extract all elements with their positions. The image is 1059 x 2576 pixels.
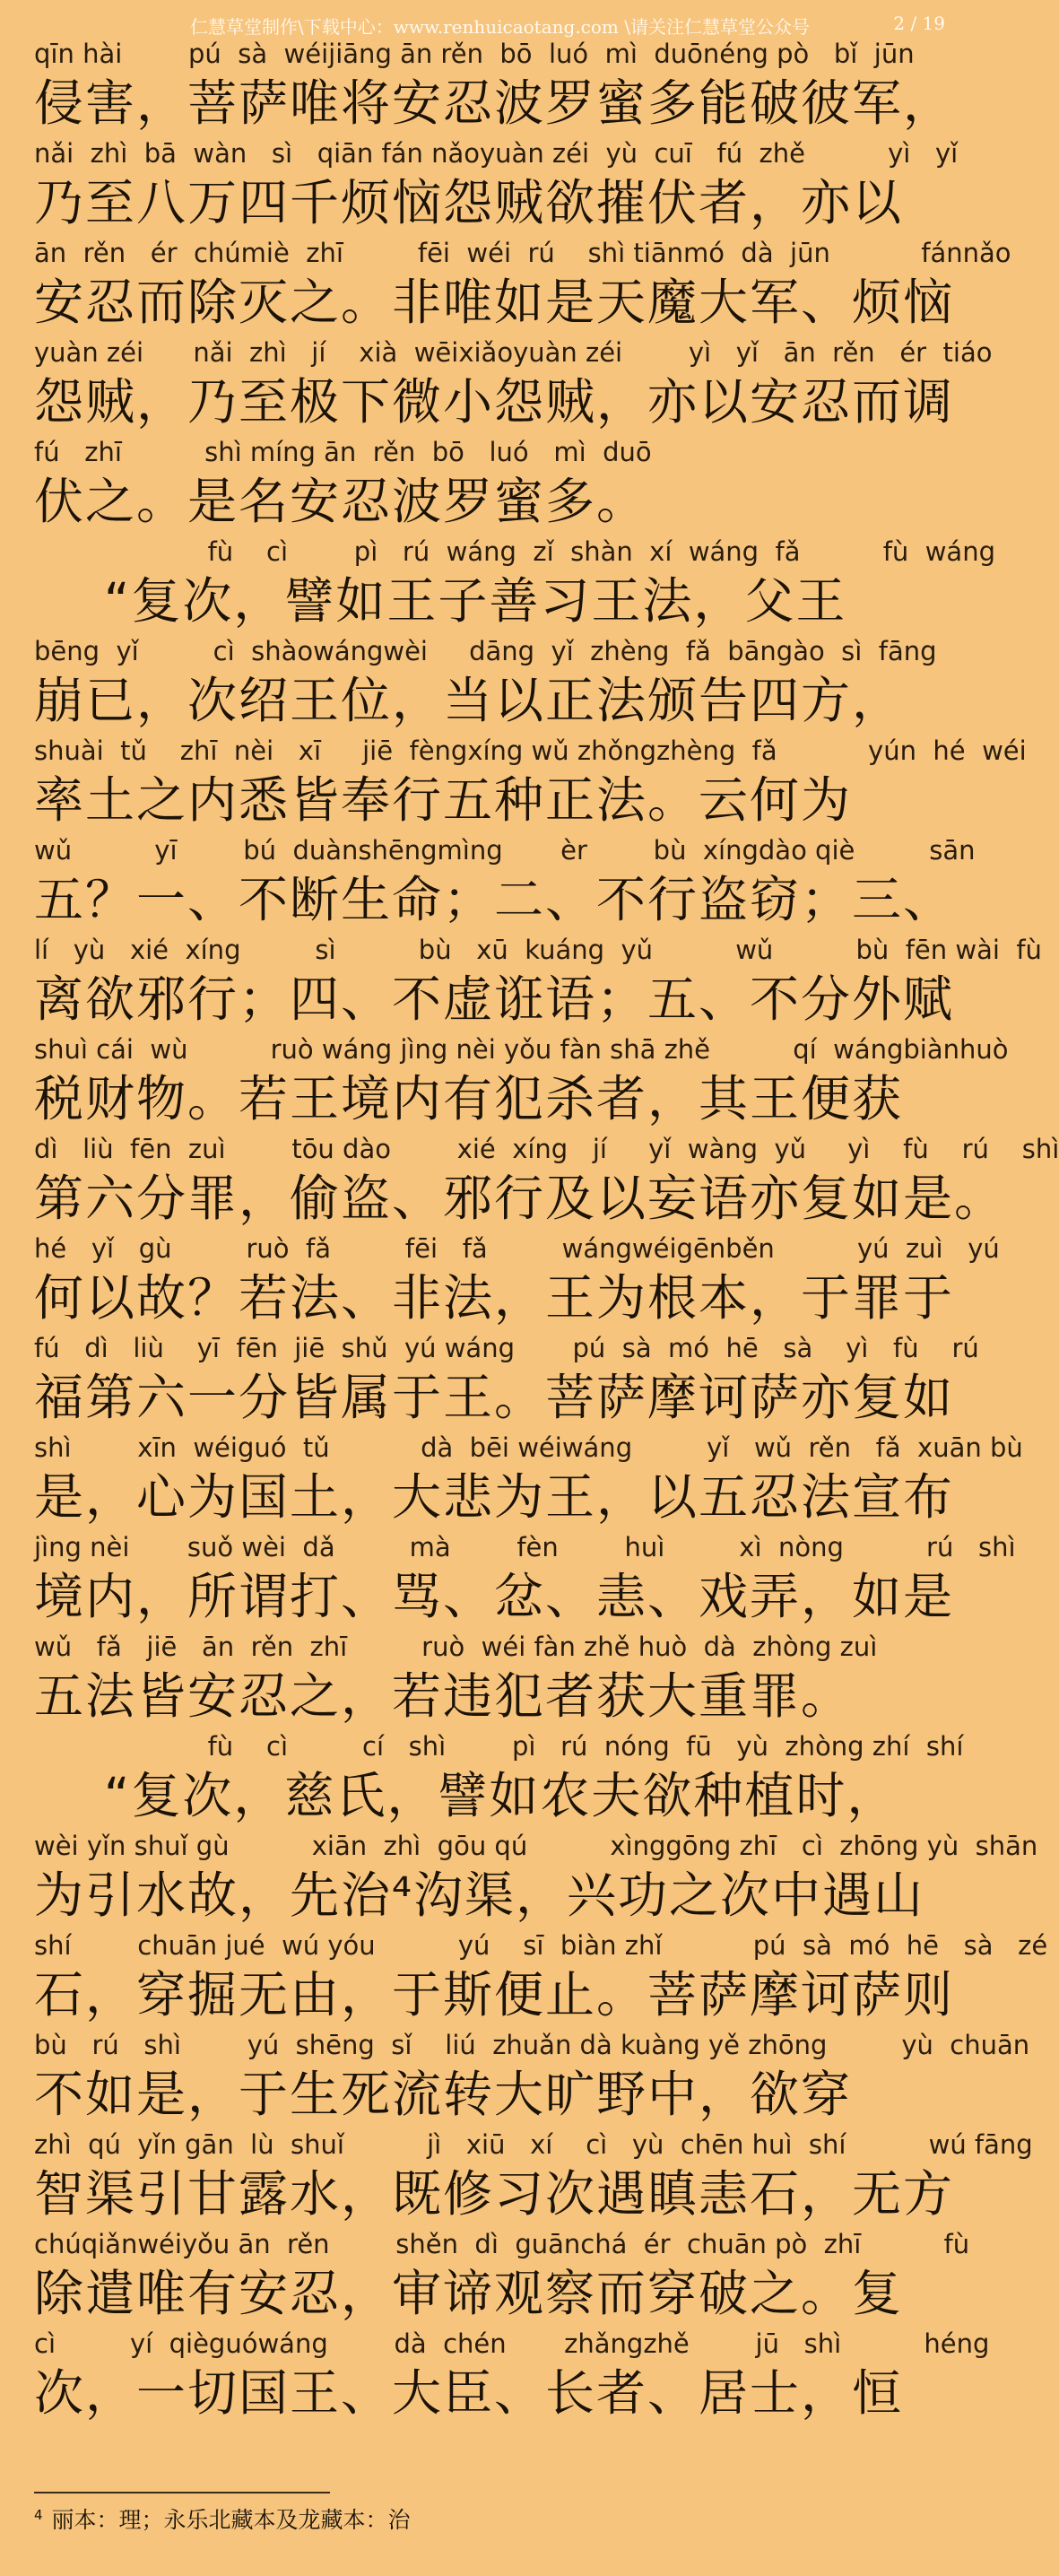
footnote-text: 丽本：理；永乐北藏本及龙藏本：治 — [51, 2507, 411, 2533]
text-line-14 — [34, 1332, 979, 1432]
text-line-7 — [34, 635, 949, 735]
text-line-18 — [34, 1730, 964, 1830]
pinyin-row: wǔ fǎ jiē ān rěn zhī ruò wéi fàn zhě huò dà zhòng zuì — [34, 1632, 878, 1662]
pinyin-row: fú dì liù yī fēn jiē shǔ yú wáng pú sà mó hē sà yì fù rú — [34, 1333, 979, 1363]
header-source-text: 仁慧草堂制作\下载中心：www.renhuicaotang.com \请关注仁慧草堂公众号 — [190, 16, 810, 38]
text-line-12 — [34, 1133, 1059, 1232]
pinyin-row: fù cì pì rú wáng zǐ shàn xí wáng fǎ fù wáng — [34, 536, 995, 567]
text-line-1 — [34, 38, 955, 137]
hanzi-row: “复次，慈氏，譬如农夫欲种植时， — [34, 1767, 898, 1824]
pinyin-row: jìng nèi suǒ wèi dǎ mà fèn huì xì nòng rú shì — [34, 1532, 1016, 1562]
footnote — [34, 2502, 411, 2535]
text-line-6 — [34, 535, 995, 635]
footnote-marker: 4 — [34, 2506, 43, 2523]
pinyin-row: fú zhī shì míng ān rěn bō luó mì duō — [34, 437, 652, 467]
pinyin-row: ān rěn ér chúmiè zhī fēi wéi rú shì tiānmó dà jūn fánnǎo — [34, 238, 1011, 268]
pinyin-row: shí chuān jué wú yóu yú sī biàn zhǐ pú sà mó hē sà zé — [34, 1930, 1048, 1961]
pinyin-row: wèi yǐn shuǐ gù xiān zhì gōu qú xìnggōng zhī cì zhōng yù shān — [34, 1831, 1038, 1861]
text-line-4 — [34, 336, 993, 436]
text-line-21 — [34, 2029, 1030, 2128]
text-line-3 — [34, 237, 1011, 336]
text-line-5 — [34, 436, 949, 535]
hanzi-row: 税财物。若王境内有犯杀者，其王便获 — [34, 1070, 904, 1127]
hanzi-row: 伏之。是名安忍波罗蜜多。 — [34, 473, 648, 530]
hanzi-row: 智渠引甘露水，既修习次遇瞋恚石，无方 — [34, 2165, 955, 2223]
text-line-10 — [34, 934, 1042, 1033]
hanzi-row: 除遣唯有安忍，审谛观察而穿破之。复 — [34, 2265, 904, 2322]
pinyin-row: shì xīn wéiguó tǔ dà bēi wéiwáng yǐ wǔ rěn fǎ xuān bù — [34, 1432, 1023, 1463]
text-line-9 — [34, 834, 976, 934]
pinyin-row: bù rú shì yú shēng sǐ liú zhuǎn dà kuàng yě zhōng yù chuān — [34, 2030, 1030, 2060]
text-line-24 — [34, 2328, 990, 2427]
hanzi-row: 怨贼，乃至极下微小怨贼，亦以安忍而调 — [34, 373, 955, 431]
hanzi-row: 为引水故，先治⁴沟渠，兴功之次中遇山 — [34, 1867, 925, 1924]
hanzi-row: 崩已，次绍王位，当以正法颁告四方， — [34, 672, 904, 729]
pinyin-row: wǔ yī bú duànshēngmìng èr bù xíngdào qiè sān — [34, 835, 976, 866]
hanzi-row: 石，穿掘无由，于斯便止。菩萨摩诃萨则 — [34, 1966, 955, 2023]
hanzi-row: 乃至八万四千烦恼怨贼欲摧伏者，亦以 — [34, 174, 904, 231]
footnote-divider — [34, 2492, 330, 2493]
pinyin-row: nǎi zhì bā wàn sì qiān fán nǎoyuàn zéi yù cuī fú zhě yì yǐ — [34, 138, 959, 169]
pinyin-row: hé yǐ gù ruò fǎ fēi fǎ wángwéigēnběn yú zuì yú — [34, 1233, 1000, 1264]
hanzi-row: “复次，譬如王子善习王法，父王 — [34, 572, 847, 630]
pinyin-row: cì yí qièguówáng dà chén zhǎngzhě jū shì héng — [34, 2328, 990, 2359]
hanzi-row: 五法皆安忍之，若违犯者获大重罪。 — [34, 1667, 853, 1725]
hanzi-row: 不如是，于生死流转大旷野中，欲穿 — [34, 2066, 853, 2123]
hanzi-row: 是，心为国土，大悲为王，以五忍法宣布 — [34, 1468, 955, 1526]
scripture-text-body — [34, 38, 1059, 2427]
hanzi-row: 侵害，菩萨唯将安忍波罗蜜多能破彼军， — [34, 74, 955, 132]
hanzi-row: 次，一切国王、大臣、长者、居士，恒 — [34, 2364, 904, 2422]
pinyin-row: bēng yǐ cì shàowángwèi dāng yǐ zhèng fǎ bāngào sì fāng — [34, 636, 937, 666]
hanzi-row: 福第六一分皆属于王。菩萨摩诃萨亦复如 — [34, 1369, 955, 1426]
hanzi-row: 离欲邪行；四、不虚诳语；五、不分外赋 — [34, 970, 955, 1028]
pinyin-row: yuàn zéi nǎi zhì jí xià wēixiǎoyuàn zéi yì yǐ ān rěn ér tiáo — [34, 337, 993, 368]
page-number: 2 / 19 — [893, 13, 945, 34]
text-line-20 — [34, 1929, 1048, 2029]
text-line-11 — [34, 1033, 1009, 1133]
pinyin-row: lí yù xié xíng sì bù xū kuáng yǔ wǔ bù fēn wài fù — [34, 935, 1042, 965]
text-line-13 — [34, 1232, 1000, 1332]
text-line-19 — [34, 1830, 1038, 1929]
hanzi-row: 率土之内悉皆奉行五种正法。云何为 — [34, 771, 853, 829]
pinyin-row: dì liù fēn zuì tōu dào xié xíng jí yǐ wàng yǔ yì fù rú shì — [34, 1134, 1059, 1164]
text-line-15 — [34, 1432, 1023, 1531]
page-header — [0, 7, 968, 38]
pinyin-row: zhì qú yǐn gān lù shuǐ jì xiū xí cì yù chēn huì shí wú fāng — [34, 2129, 1033, 2160]
hanzi-row: 第六分罪，偷盗、邪行及以妄语亦复如是。 — [34, 1170, 1006, 1227]
text-line-16 — [34, 1531, 1016, 1631]
pinyin-row: fù cì cí shì pì rú nóng fū yù zhòng zhí shí — [34, 1731, 964, 1762]
text-line-23 — [34, 2228, 970, 2328]
text-line-22 — [34, 2128, 1033, 2228]
text-line-8 — [34, 735, 1027, 834]
pinyin-row: chúqiǎnwéiyǒu ān rěn shěn dì guānchá ér chuān pò zhī fù — [34, 2229, 970, 2259]
text-line-17 — [34, 1631, 949, 1730]
hanzi-row: 境内，所谓打、骂、忿、恚、戏弄，如是 — [34, 1568, 955, 1625]
pinyin-row: shuì cái wù ruò wáng jìng nèi yǒu fàn shā zhě qí wángbiànhuò — [34, 1034, 1009, 1065]
pinyin-row: shuài tǔ zhī nèi xī jiē fèngxíng wǔ zhǒngzhèng fǎ yún hé wéi — [34, 735, 1027, 766]
pinyin-row: qīn hài pú sà wéijiāng ān rěn bō luó mì duōnéng pò bǐ jūn — [34, 39, 915, 69]
hanzi-row: 安忍而除灭之。非唯如是天魔大军、烦恼 — [34, 274, 955, 331]
hanzi-row: 何以故？若法、非法，王为根本，于罪于 — [34, 1269, 955, 1327]
text-line-2 — [34, 137, 959, 237]
hanzi-row: 五？一、不断生命；二、不行盗窃；三、 — [34, 871, 955, 928]
